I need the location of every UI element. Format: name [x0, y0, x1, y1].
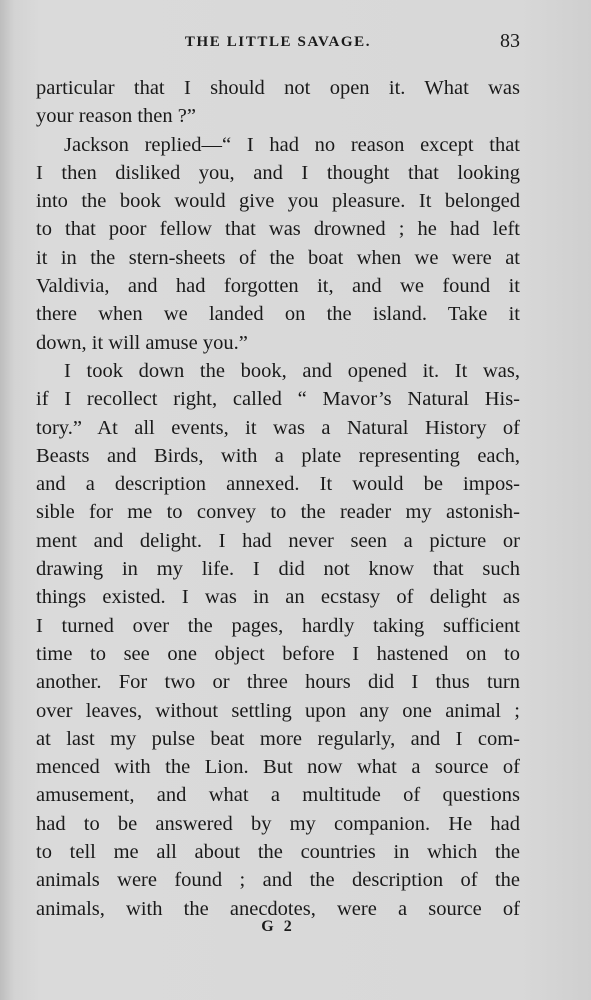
text-line: particular that I should not open it. What was: [36, 77, 520, 99]
text-line: things existed. I was in an ecstasy of delight as: [36, 586, 520, 609]
text-line: I then disliked you, and I thought that looking: [36, 161, 520, 184]
page-header: [36, 30, 520, 60]
text-line: down, it will amuse you.”: [36, 331, 248, 354]
text-line: another. For two or three hours did I thus turn: [36, 671, 520, 694]
text-line: ment and delight. I had never seen a picture or: [36, 529, 520, 552]
text-line: drawing in my life. I did not know that such: [36, 558, 520, 581]
text-line: into the book would give you pleasure. It belonged: [36, 190, 520, 213]
text-line: sible for me to convey to the reader my astonish-: [36, 501, 520, 524]
text-line: your reason then ?”: [36, 105, 196, 128]
text-line: and a description annexed. It would be impos-: [36, 473, 520, 496]
text-line: over leaves, without settling upon any one animal ;: [36, 699, 520, 722]
text-line: amusement, and what a multitude of questions: [36, 784, 520, 807]
text-line: there when we landed on the island. Take it: [36, 303, 520, 326]
text-line: I turned over the pages, hardly taking sufficient: [36, 614, 520, 637]
text-line: to tell me all about the countries in which the: [36, 841, 520, 864]
text-line: it in the stern-sheets of the boat when we were at: [36, 246, 520, 269]
text-line: Valdivia, and had forgotten it, and we found it: [36, 275, 520, 298]
text-line: menced with the Lion. But now what a source of: [36, 756, 520, 779]
signature-mark: G 2: [261, 918, 295, 935]
text-line: tory.” At all events, it was a Natural History of: [36, 416, 520, 439]
text-line: had to be answered by my companion. He had: [36, 812, 520, 835]
text-line: animals, with the anecdotes, were a source of: [36, 897, 520, 920]
body-text: [36, 74, 520, 923]
text-line: at last my pulse beat more regularly, and I com-: [36, 727, 520, 750]
text-line: Beasts and Birds, with a plate representing each,: [36, 444, 520, 467]
text-line: animals were found ; and the description of the: [36, 869, 520, 892]
text-line: I took down the book, and opened it. It was,: [64, 359, 520, 382]
text-line: to that poor fellow that was drowned ; he had left: [36, 218, 520, 241]
page-number: 83: [500, 30, 520, 52]
text-line: Jackson replied—“ I had no reason except that: [64, 133, 520, 156]
running-head: THE LITTLE SAVAGE.: [184, 34, 372, 50]
text-line: if I recollect right, called “ Mavor’s Natural His-: [36, 388, 520, 411]
text-line: time to see one object before I hastened on to: [36, 642, 520, 665]
